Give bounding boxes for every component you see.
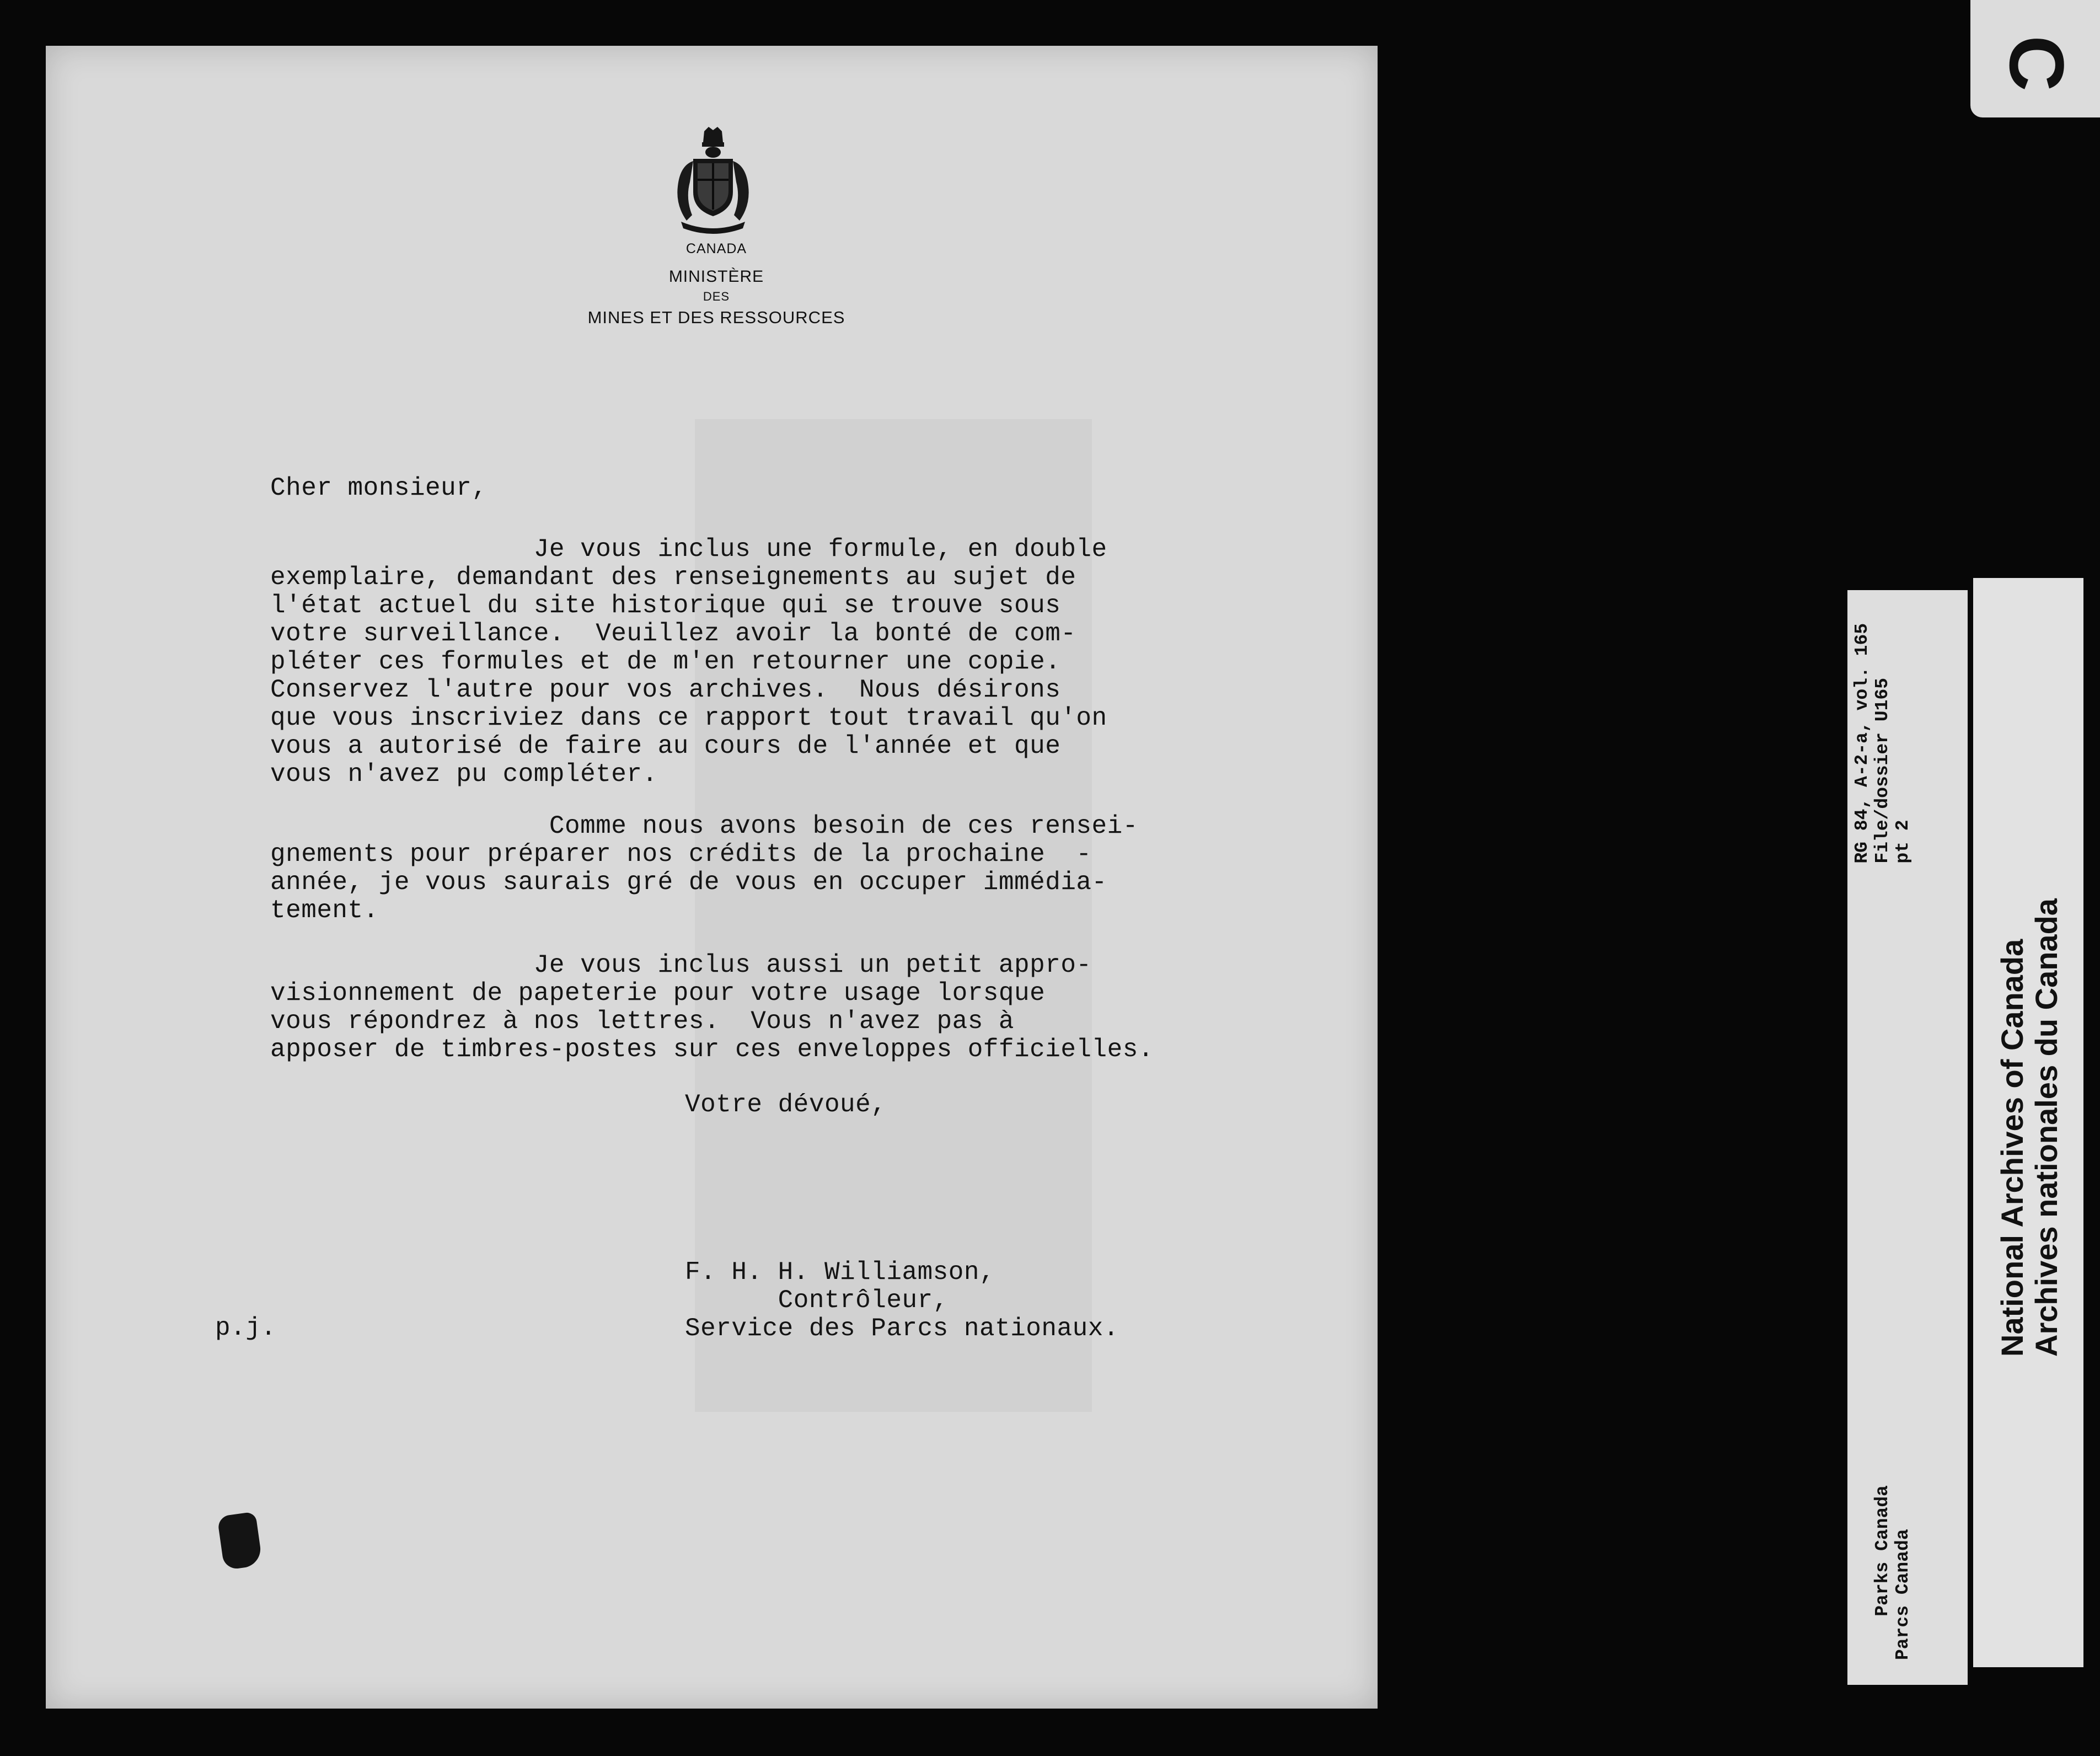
letterhead-ministry: MINISTÈRE: [668, 267, 764, 286]
letterhead-preposition: DES: [703, 290, 730, 303]
coat-of-arms-icon: [670, 127, 756, 237]
enclosure-note: p.j.: [215, 1314, 276, 1342]
letterhead-country: CANADA: [685, 241, 747, 256]
body-paragraph-1: Je vous inclus une formule, en double exemplaire, demandant des renseignements au sujet de l'état actuel du site historique qui se trouve sous votre surveillance. Veuillez avoir la bonté de com- pléter ces formules et de m'en retourner une copie. Conservez l'autre pour vos archives. Nous désirons que vous inscriviez dans ce rapport tout travail qu'on vous a autorisé de faire au cours de l'année et que vous n'avez pu compléter.: [270, 535, 1107, 789]
archives-institution-label: National Archives of Canada Archives nationales du Canada: [1995, 898, 2064, 1357]
file-reference: RG 84, A-2-a, vol. 165 File/dossier U165 pt 2: [1852, 623, 1913, 864]
body-paragraph-2: Comme nous avons besoin de ces rensei- gnements pour préparer nos crédits de la prochaine - année, je vous saurais gré de vous en occuper immédia- tement.: [270, 812, 1138, 925]
salutation: Cher monsieur,: [270, 474, 488, 502]
corner-mark: C: [1994, 35, 2080, 92]
body-paragraph-3: Je vous inclus aussi un petit appro- visionnement de papeterie pour votre usage lorsque vous répondrez à nos lettres. Vous n'avez pas à apposer de timbres-postes sur ces enveloppes officielles.: [270, 951, 1154, 1064]
fonds-label: Parks Canada Parcs Canada: [1872, 1485, 1913, 1660]
signature-block: F. H. H. Williamson, Contrôleur, Service des Parcs nationaux.: [685, 1258, 1119, 1343]
letterhead-department: MINES ET DES RESSOURCES: [587, 308, 845, 327]
reference-text: [1852, 623, 1954, 1660]
complimentary-close: Votre dévoué,: [685, 1090, 887, 1119]
